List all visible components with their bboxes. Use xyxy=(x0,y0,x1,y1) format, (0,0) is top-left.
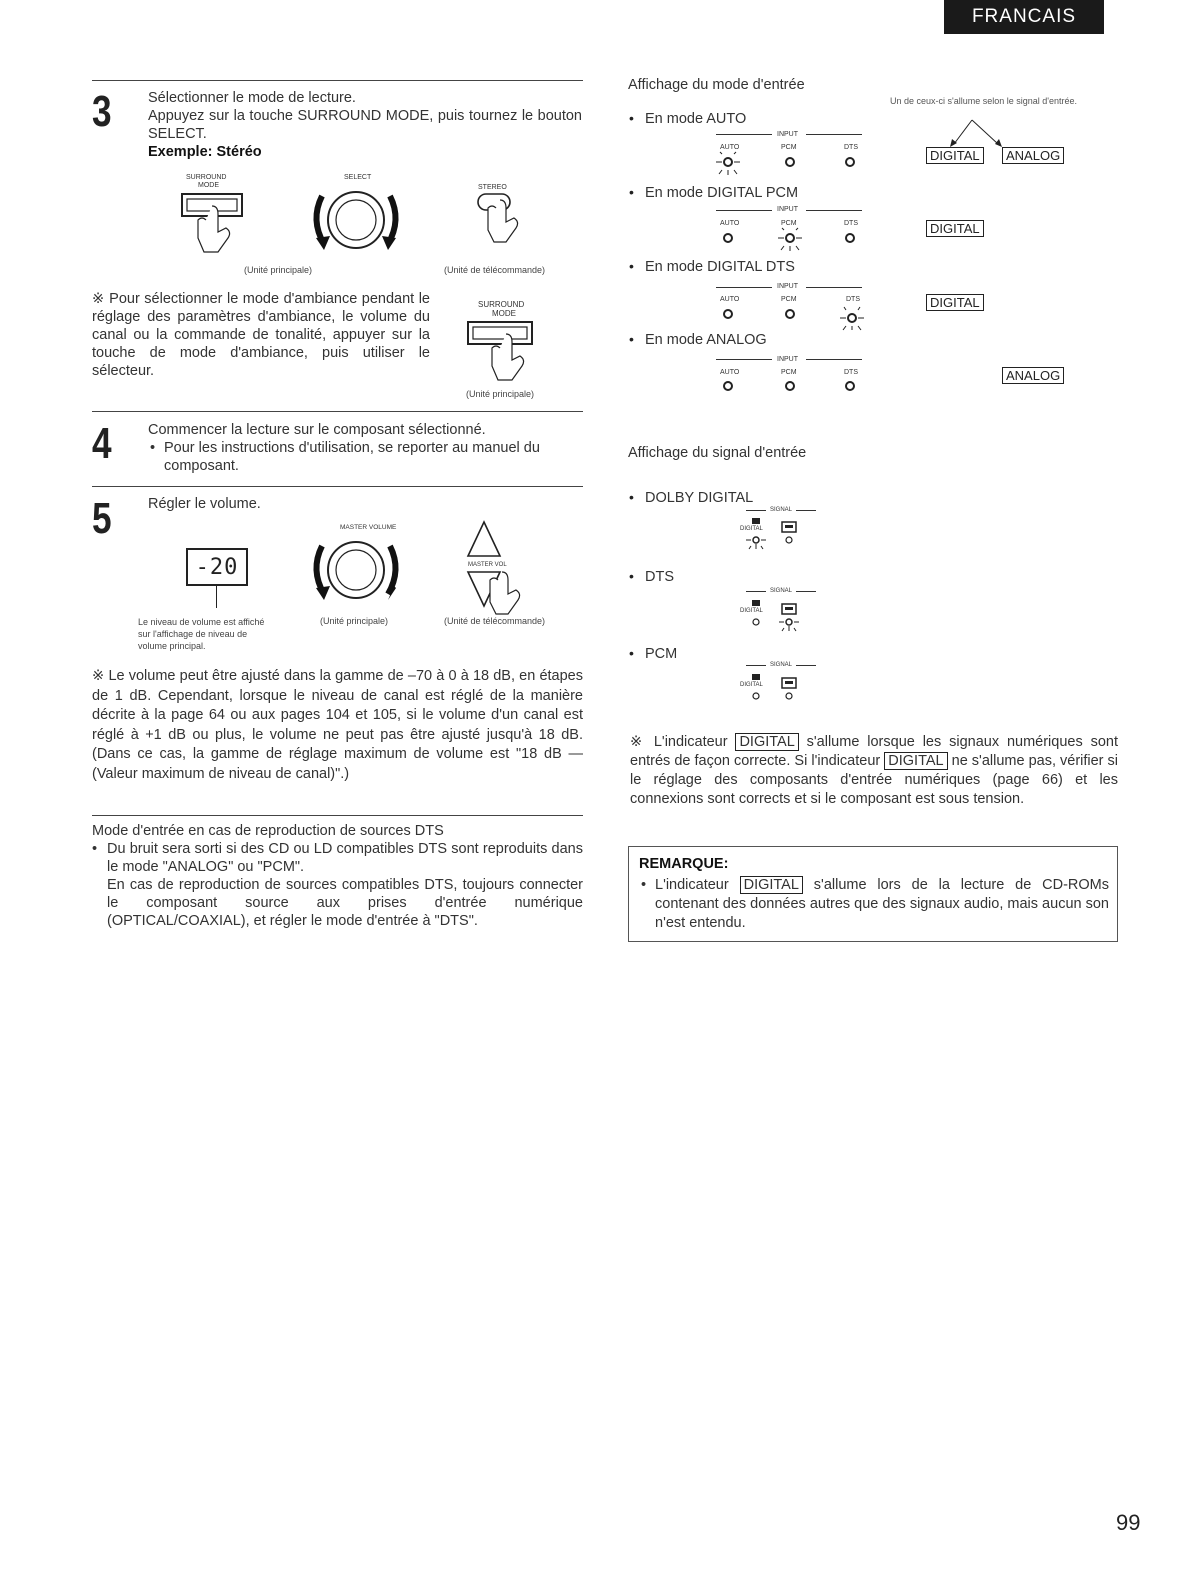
digital-note-prefix: ※ L'indicateur xyxy=(630,734,728,750)
display-pointer-line xyxy=(216,586,217,608)
dts-bullet: • Du bruit sera sorti si des CD ou LD compatibles DTS sont reproduits dans le mode "ANALOG" ou "PCM". xyxy=(92,841,583,875)
rule xyxy=(796,665,816,666)
digital-label: DIGITAL xyxy=(740,526,763,532)
indicator-analog: ANALOG xyxy=(1002,367,1064,384)
col-pcm: PCM xyxy=(781,369,797,376)
mode-auto-label: En mode AUTO xyxy=(645,111,747,127)
remarque-title: REMARQUE: xyxy=(639,856,729,872)
step4-bullet-text: Pour les instructions d'utilisation, se reporter au manuel du composant. xyxy=(164,440,540,474)
col-dts: DTS xyxy=(844,220,858,227)
col-auto: AUTO xyxy=(720,220,740,227)
select-knob-illustration xyxy=(310,182,410,262)
label-select: SELECT xyxy=(344,174,372,181)
step5-caption-remote: (Unité de télécommande) xyxy=(444,616,546,626)
step5-note: ※ Le volume peut être ajusté dans la gamme de –70 à 0 à 18 dB, en étapes de 1 dB. Cependant, lorsque le niveau de canal est réglé de la manière décrite à la page 64 ou aux pages 104 et 105, si le volume d'un canal est réglé à +1 dB ou plus, le volume ne peut pas être ajusté jusqu'à 18 dB. (Dans ce cas, la gamme de réglage maximum de volume est "18 dB — (Valeur maximum de niveau de canal)".) xyxy=(92,668,583,782)
rule xyxy=(716,134,772,135)
step4-line1: Commencer la lecture sur le composant sélectionné. xyxy=(148,422,486,438)
step-number-4: 4 xyxy=(92,419,112,468)
signal-label: SIGNAL xyxy=(770,588,793,594)
divider xyxy=(92,80,583,81)
step4-bullet: • Pour les instructions d'utilisation, se reporter au manuel du composant. xyxy=(150,440,540,474)
page-number: 99 xyxy=(1116,1510,1141,1535)
mode-analog-label: En mode ANALOG xyxy=(645,332,767,348)
rule xyxy=(716,210,772,211)
indicator-digital: DIGITAL xyxy=(926,220,984,237)
input-mode-title: Affichage du mode d'entrée xyxy=(628,77,805,93)
dts-bullet-text-2: En cas de reproduction de sources compatibles DTS, toujours connecter le composant source aux prises d'entrée numérique (OPTICAL/COAXIAL), et régler le mode d'entrée à "DTS". xyxy=(107,877,583,929)
note-surround-button-illustration xyxy=(466,320,546,390)
step-number-3: 3 xyxy=(92,87,112,136)
rule xyxy=(746,591,766,592)
dts-bullet-text-1: Du bruit sera sorti si des CD ou LD compatibles DTS sont reproduits dans le mode "ANALOG" ou "PCM". xyxy=(107,841,583,875)
surround-mode-button-illustration xyxy=(180,192,260,262)
rule xyxy=(806,210,862,211)
rule xyxy=(716,359,772,360)
master-vol-remote-illustration xyxy=(460,520,560,620)
indicator-digital: DIGITAL xyxy=(926,294,984,311)
step3-note: ※ Pour sélectionner le mode d'ambiance pendant le réglage des paramètres d'ambiance, le volume du canal ou la commande de tonalité, appuyer sur la touche de mode d'ambiance, puis utiliser le sélecteur. xyxy=(92,291,430,379)
rule xyxy=(746,665,766,666)
col-auto: AUTO xyxy=(720,144,740,151)
signal-icons-dts xyxy=(738,598,798,634)
digital-label: DIGITAL xyxy=(740,682,763,688)
input-mode-side-note: Un de ceux-ci s'allume selon le signal d'entrée. xyxy=(890,96,1078,106)
label-mode: MODE xyxy=(198,182,219,189)
rule xyxy=(716,287,772,288)
rule xyxy=(746,510,766,511)
mode-digital-pcm-label: En mode DIGITAL PCM xyxy=(645,185,799,201)
dts-section-title: Mode d'entrée en cas de reproduction de sources DTS xyxy=(92,823,444,839)
note-label-surround: SURROUND xyxy=(478,300,525,309)
signal-pcm-label: PCM xyxy=(645,646,678,662)
remarque-prefix: L'indicateur xyxy=(655,877,729,893)
col-auto: AUTO xyxy=(720,296,740,303)
remarque-text xyxy=(641,876,1110,933)
rule xyxy=(806,287,862,288)
step3-instruction xyxy=(148,89,582,161)
signal-title: Affichage du signal d'entrée xyxy=(628,445,807,461)
signal-dolby-digital-label: DOLBY DIGITAL xyxy=(645,490,754,506)
step5-line1: Régler le volume. xyxy=(148,496,261,512)
digital-label: DIGITAL xyxy=(740,608,763,614)
rule xyxy=(806,359,862,360)
col-auto: AUTO xyxy=(720,369,740,376)
col-dts: DTS xyxy=(846,296,860,303)
dts-section xyxy=(92,822,583,930)
label-master-vol: MASTER VOL xyxy=(468,562,507,568)
master-volume-knob-illustration xyxy=(310,532,410,612)
col-dts: DTS xyxy=(844,369,858,376)
led-row-analog xyxy=(714,378,864,398)
step3-line2: Appuyez sur la touche SURROUND MODE, puis tournez le bouton SELECT. xyxy=(148,108,582,142)
label-surround: SURROUND xyxy=(186,174,227,181)
signal-label: SIGNAL xyxy=(770,507,793,513)
signal-dts-label: DTS xyxy=(645,569,674,585)
divider xyxy=(92,486,583,487)
signal-icons-pcm xyxy=(738,672,798,706)
note-label-mode: MODE xyxy=(492,309,516,318)
col-pcm: PCM xyxy=(781,144,797,151)
input-label: INPUT xyxy=(777,356,798,363)
rule xyxy=(806,134,862,135)
mode-digital-dts-label: En mode DIGITAL DTS xyxy=(645,259,795,275)
divider xyxy=(92,411,583,412)
step4-instruction xyxy=(148,421,582,475)
led-row-digital-dts xyxy=(714,304,864,330)
col-pcm: PCM xyxy=(781,220,797,227)
digital-note xyxy=(630,733,1118,809)
stereo-remote-button-illustration xyxy=(476,192,556,252)
step3-line1: Sélectionner le mode de lecture. xyxy=(148,90,356,106)
step5-caption-main: (Unité principale) xyxy=(320,616,389,626)
indicator-analog: ANALOG xyxy=(1002,147,1064,164)
input-label: INPUT xyxy=(777,283,798,290)
input-label: INPUT xyxy=(777,131,798,138)
divider xyxy=(92,815,583,816)
remarque-box xyxy=(628,846,1118,942)
step-number-5: 5 xyxy=(92,494,112,543)
label-stereo: STEREO xyxy=(478,184,507,191)
rule xyxy=(796,510,816,511)
indicator-digital: DIGITAL xyxy=(926,147,984,164)
led-row-digital-pcm xyxy=(714,228,864,254)
signal-label: SIGNAL xyxy=(770,662,793,668)
digital-note-part1: s'allume lorsque les signaux numériques sont entrés de façon correcte. Si l'indicateur xyxy=(630,734,1118,769)
language-tab: FRANCAIS xyxy=(944,0,1104,34)
input-label: INPUT xyxy=(777,206,798,213)
bullet: • xyxy=(641,877,647,893)
remarque-body: s'allume lors de la lecture de CD-ROMs contenant des données autres que des signaux audio, mais aucun son n'est entendu. xyxy=(655,877,1110,931)
step3-example: Exemple: Stéréo xyxy=(148,144,262,160)
note-caption-main: (Unité principale) xyxy=(466,389,535,399)
label-master-volume: MASTER VOLUME xyxy=(340,524,397,531)
col-dts: DTS xyxy=(844,144,858,151)
side-note-arrows xyxy=(940,118,1020,148)
step3-caption-remote: (Unité de télécommande) xyxy=(444,265,546,275)
digital-note-part2: ne s'allume pas, vérifier si le réglage des composants d'entrée numériques (page 66) et les connexions sont corrects et si le composant est sous tension. xyxy=(630,753,1119,807)
col-pcm: PCM xyxy=(781,296,797,303)
digital-note-box: DIGITAL xyxy=(735,733,798,751)
digital-note-box-2: DIGITAL xyxy=(884,752,947,770)
signal-icons-dolby xyxy=(738,516,798,550)
step3-caption-main: (Unité principale) xyxy=(244,265,313,275)
step5-caption-display: Le niveau de volume est affiché sur l'affichage de niveau de volume principal. xyxy=(138,617,265,651)
volume-display: -20 xyxy=(186,548,248,586)
remarque-digital-box: DIGITAL xyxy=(740,876,803,894)
rule xyxy=(796,591,816,592)
led-row-auto xyxy=(714,152,864,176)
